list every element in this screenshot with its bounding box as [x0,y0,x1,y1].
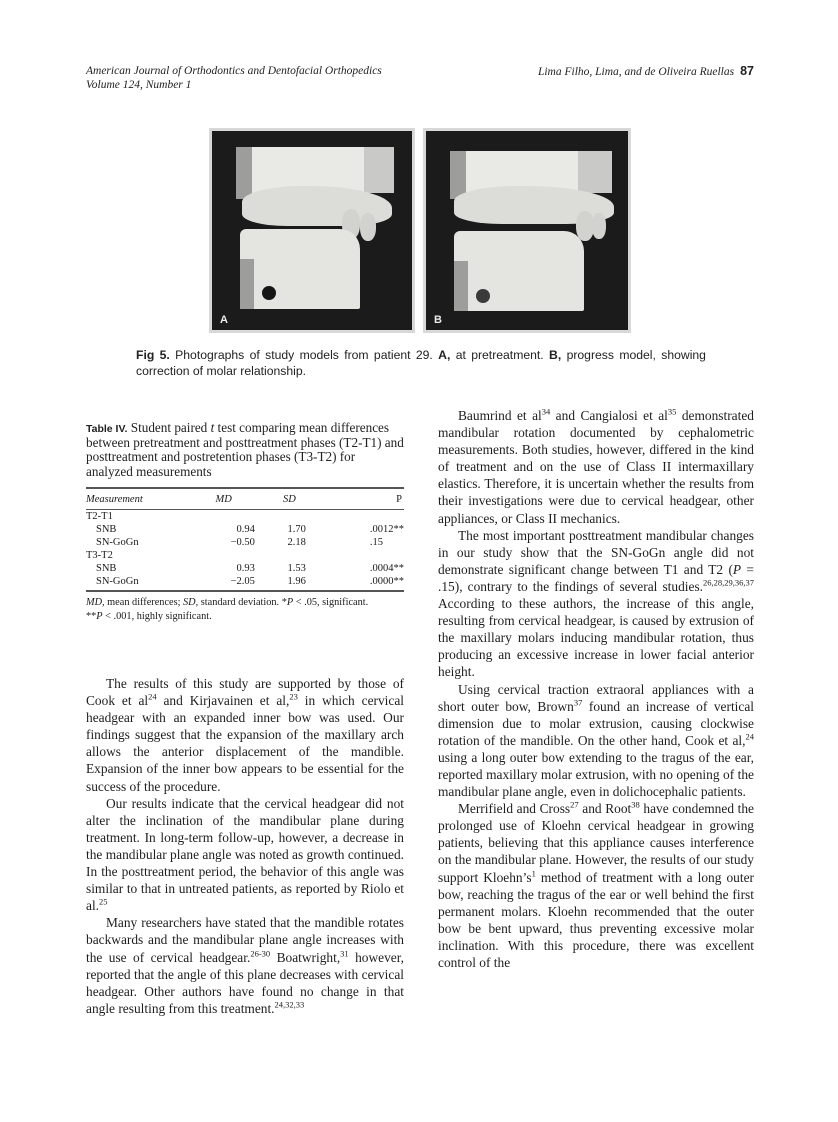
cast-upper-side [236,147,252,199]
paragraph [438,407,754,527]
footnote-md: MD, [86,596,105,608]
table-row [86,575,404,588]
figure-caption-b-label: B, [549,348,562,362]
citation: 31 [340,948,349,959]
cell-p: .0000** [369,575,404,587]
text: Using cervical traction extraoral appliances with a short outer bow, Brown [438,681,754,714]
cell-sd: 1.70 [287,523,306,535]
table-row [86,523,404,536]
text: found an increase of vertical dimension due to molar extrusion, causing clockwise rotation of the mandible. On the other hand, Cook et al, [438,698,755,748]
text: and Cangialosi et al [550,408,668,423]
table-caption-text: Student paired [130,420,208,435]
cast-lower-side [454,261,468,311]
marker-dot [262,286,276,300]
text: and Kirjavainen et al, [156,693,290,709]
text: have condemned the prolonged use of Kloehn cervical headgear in growing patients, believing that this appliance causes interference on the mandibular plane. However, the results of our study support Kloehn’s [438,801,754,885]
group-label: T3-T2 [86,549,113,561]
tooth-incisor [360,213,376,241]
running-head-right [538,64,754,79]
text: and Root [578,801,632,817]
table-iv [86,421,404,624]
text: Baumrind et al [458,408,542,423]
citation: 27 [570,799,579,810]
paragraph [86,675,404,795]
cell-measurement: SNB [96,523,117,535]
text: however, reported that the angle of this plane decreases with cervical headgear. Other authors have found no change in that angle resulting from this treatment. [86,949,404,1016]
figure-caption-label: Fig 5. [136,348,170,362]
paragraph [438,800,754,971]
cast-lower [454,231,584,311]
footnote-p: P [96,610,103,622]
citation: 26,28,29,36,37 [703,577,754,588]
cell-md: 0.94 [236,523,255,535]
cell-p: .0012** [369,523,404,535]
cast-lower [240,229,360,309]
journal-volume: Volume 124, Number 1 [86,79,192,91]
text: P [732,561,742,577]
marker-dot [476,289,490,303]
table-header-row [86,489,404,509]
text: using a long outer bow extending to the tragus of the ear, reported maxillary molar extrusion, with no opening of the mandibular plane angle, even in dolichocephalic patients. [438,749,754,800]
header-measurement: Measurement [86,493,143,505]
cell-measurement: SN-GoGn [96,536,139,548]
text: in which cervical headgear with an expanded inner bow was used. Our findings suggest that the expansion of the maxillary arch allows the anterior displacement of the mandible. Expansion of the inner bow appears to be essential for the success of the procedure. [86,693,404,794]
header-sd: SD [282,493,296,505]
citation: 37 [573,697,583,708]
text: Boatwright, [270,949,341,965]
table-footnote [86,596,404,624]
paragraph [86,914,404,1017]
table-row [86,536,404,549]
header-md: MD [215,493,232,505]
table-group-row [86,510,404,523]
cell-measurement: SNB [96,562,117,574]
figure-caption-a-label: A, [438,348,451,362]
table-group-row [86,549,404,562]
text: Our results indicate that the cervical headgear did not alter the inclination of the mandibular plane during treatment. In long-term follow-up, however, a decrease in the mandibular plane angle was noted as growth continued. In the posttreatment period, the behavior of this angle was similar to that in untreated patients, as reported by Riolo et al. [86,795,404,914]
citation: 24 [148,691,157,702]
running-head-authors: Lima Filho, Lima, and de Oliveira Ruellas [537,66,735,78]
body-column-left [86,675,404,1017]
figure-panel-b [423,128,631,333]
footnote-text: < .001, highly significant. [105,610,212,622]
table-caption [86,421,404,479]
panel-label-b: B [434,314,442,326]
citation: 24 [745,731,754,742]
table-row [86,562,404,575]
group-label: T2-T1 [86,510,113,522]
figure-caption [136,347,706,379]
citation: 25 [99,896,108,907]
citation: 26-30 [250,948,271,959]
cell-sd: 1.96 [287,575,306,587]
figure-panel-a [209,128,415,333]
figure-caption-a-text: at pretreatment. [455,348,544,362]
footnote-text: standard deviation. * [200,596,287,608]
text: The results of this study are supported by those of Cook et al [86,676,404,709]
text: demonstrated mandibular rotation documented by cephalometric measurements. Both studies, however, differed in the kind of treatment and on the use of Class II intermaxillary elastics. Therefore, it is uncertain whether the results from their investigations were due to cervical headgear, other appliances, or Class II mechanics. [438,408,754,526]
panel-label-a: A [220,314,228,326]
results-table [86,489,404,588]
citation: 35 [667,406,677,417]
header-p: P [396,493,402,505]
paragraph [438,527,754,681]
citation: 23 [289,691,298,702]
tooth-incisor [592,213,606,239]
cast-lower-side [240,259,254,309]
table-caption-t: t [210,420,215,435]
text: Many researchers have stated that the mandible rotates backwards and the mandibular plane angle increases with the use of cervical headgear. [86,915,404,965]
text: method of treatment with a long outer bow, reaching the tragus of the ear or well behind the first permanent molars. Kloehn recommended that the outer bow be bent upward, thus preventing excessive molar inclination. With this procedure, there was excellent control of the [438,869,754,970]
cell-md: −0.50 [230,536,255,548]
text: = .15), contrary to the findings of several studies. [438,561,754,594]
cell-md: 0.93 [236,562,255,574]
running-head-journal [86,64,382,92]
text: According to these authors, the increase of this angle, resulting from cervical headgear, is caused by extrusion of the maxillary molars inducing mandibular rotation, thus producing an excessive increase in lower facial anterior height. [438,596,754,680]
table-label: Table IV. [86,423,128,435]
cast-upper-side-right [578,151,612,193]
footnote-text: < .05, significant. [295,596,369,608]
citation: 1 [531,868,536,879]
cell-measurement: SN-GoGn [96,575,139,587]
footnote-sd: SD, [183,596,199,608]
footnote-p: P [286,596,294,608]
citation: 24,32,33 [274,999,305,1010]
study-model-photo-a [212,131,412,330]
cell-p: .15 [369,536,383,548]
cell-md: −2.05 [230,575,255,587]
paragraph [86,795,404,915]
cell-sd: 2.18 [287,536,306,548]
table-bottom-rule [86,590,404,592]
page-number: 87 [740,64,754,78]
citation: 38 [631,799,640,810]
journal-title: American Journal of Orthodontics and Dentofacial Orthopedics [86,65,382,77]
cell-sd: 1.53 [287,562,306,574]
citation: 34 [541,406,551,417]
table-caption-text: test comparing mean differences between pretreatment and posttreatment phases (T2-T1) and posttreatment and postretention phases (T3-T2) for analyzed measurements [86,420,404,479]
text: The most important posttreatment mandibular changes in our study show that the SN-GoGn angle did not demonstrate significant change between T1 and T2 ( [438,527,754,577]
figure-5 [209,128,631,333]
paragraph [438,681,754,801]
study-model-photo-b [426,131,628,330]
body-column-right [438,407,754,971]
cast-upper-side [450,151,466,199]
text: Merrifield and Cross [458,801,571,817]
cell-p: .0004** [369,562,404,574]
cast-upper-side-right [364,147,394,193]
footnote-text: mean differences; [107,596,181,608]
figure-caption-text: Photographs of study models from patient 29. [175,348,433,362]
footnote-text: ** [86,610,97,622]
figure-caption-b-text: progress model, showing correction of molar relationship. [136,348,706,378]
